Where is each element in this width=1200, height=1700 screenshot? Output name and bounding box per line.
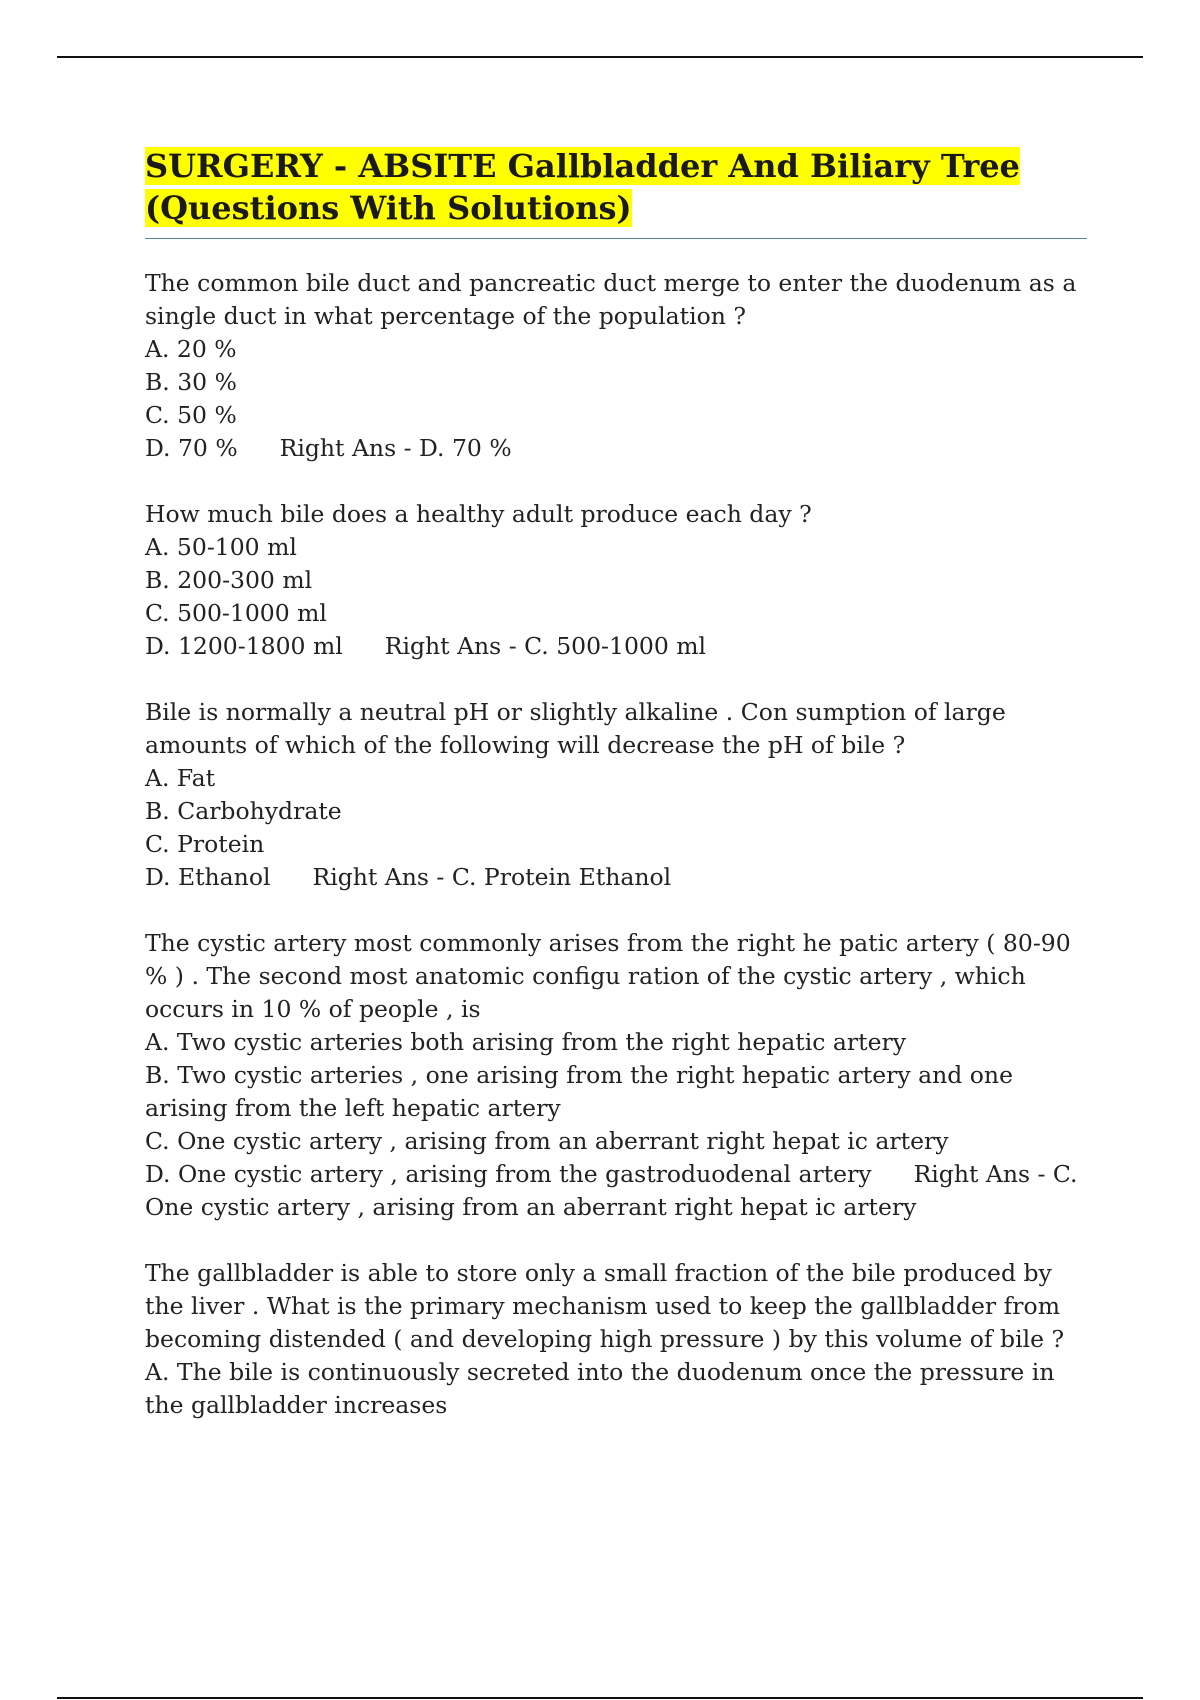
option-a: A. Two cystic arteries both arising from the right hepatic artery xyxy=(145,1028,906,1056)
option-d-line xyxy=(145,1158,1090,1224)
option-b: B. 200-300 ml xyxy=(145,566,313,594)
question-text: How much bile does a healthy adult produce each day ? xyxy=(145,500,812,528)
option-d-line xyxy=(145,432,1090,465)
option-a: A. 50-100 ml xyxy=(145,533,297,561)
question-5 xyxy=(145,1257,1090,1422)
right-answer: Right Ans - C. One cystic artery , arising from an aberrant right hepat ic artery xyxy=(145,1160,1078,1221)
option-c: C. 500-1000 ml xyxy=(145,599,327,627)
option-b: B. Two cystic arteries , one arising from the right hepatic artery and one arising from the left hepatic artery xyxy=(145,1061,1013,1122)
right-answer: Right Ans - C. 500-1000 ml xyxy=(384,632,707,660)
question-text: The common bile duct and pancreatic duct merge to enter the duodenum as a single duct in what percentage of the population ? xyxy=(145,269,1077,330)
option-d: D. One cystic artery , arising from the gastroduodenal artery xyxy=(145,1160,872,1188)
option-d-line xyxy=(145,861,1090,894)
question-1 xyxy=(145,267,1090,465)
question-text: Bile is normally a neutral pH or slightly alkaline . Con sumption of large amounts of which of the following will decrease the pH of bile ? xyxy=(145,698,1006,759)
question-text: The gallbladder is able to store only a small fraction of the bile produced by the liver . What is the primary mechanism used to keep the gallbladder from becoming distended ( and developing high pressure ) by this volume of bile ? xyxy=(145,1259,1065,1353)
option-a: A. 20 % xyxy=(145,335,237,363)
option-d-line xyxy=(145,630,1090,663)
option-d: D. 70 % xyxy=(145,434,238,462)
option-b: B. Carbohydrate xyxy=(145,797,342,825)
right-answer: Right Ans - C. Protein Ethanol xyxy=(312,863,672,891)
option-d: D. 1200-1800 ml xyxy=(145,632,343,660)
document-title xyxy=(145,145,1090,229)
question-text: The cystic artery most commonly arises from the right he patic artery ( 80-90 % ) . The second most anatomic configu ration of the cystic artery , which occurs in 10 % of people , is xyxy=(145,929,1071,1023)
option-d: D. Ethanol xyxy=(145,863,271,891)
option-c: C. Protein xyxy=(145,830,265,858)
question-4 xyxy=(145,927,1090,1224)
document-body xyxy=(145,145,1090,1455)
option-c: C. One cystic artery , arising from an aberrant right hepat ic artery xyxy=(145,1127,949,1155)
option-a: A. Fat xyxy=(145,764,216,792)
option-c: C. 50 % xyxy=(145,401,237,429)
title-line-2: (Questions With Solutions) xyxy=(145,189,632,227)
footer-rule xyxy=(57,1697,1143,1699)
header-rule xyxy=(57,56,1143,58)
right-answer: Right Ans - D. 70 % xyxy=(279,434,512,462)
title-underline xyxy=(145,238,1087,239)
title-line-1: SURGERY - ABSITE Gallbladder And Biliary Tree xyxy=(145,147,1020,185)
question-2 xyxy=(145,498,1090,663)
question-3 xyxy=(145,696,1090,894)
option-b: B. 30 % xyxy=(145,368,237,396)
question-list xyxy=(145,267,1090,1422)
option-a: A. The bile is continuously secreted into the duodenum once the pressure in the gallbladder increases xyxy=(145,1358,1055,1419)
